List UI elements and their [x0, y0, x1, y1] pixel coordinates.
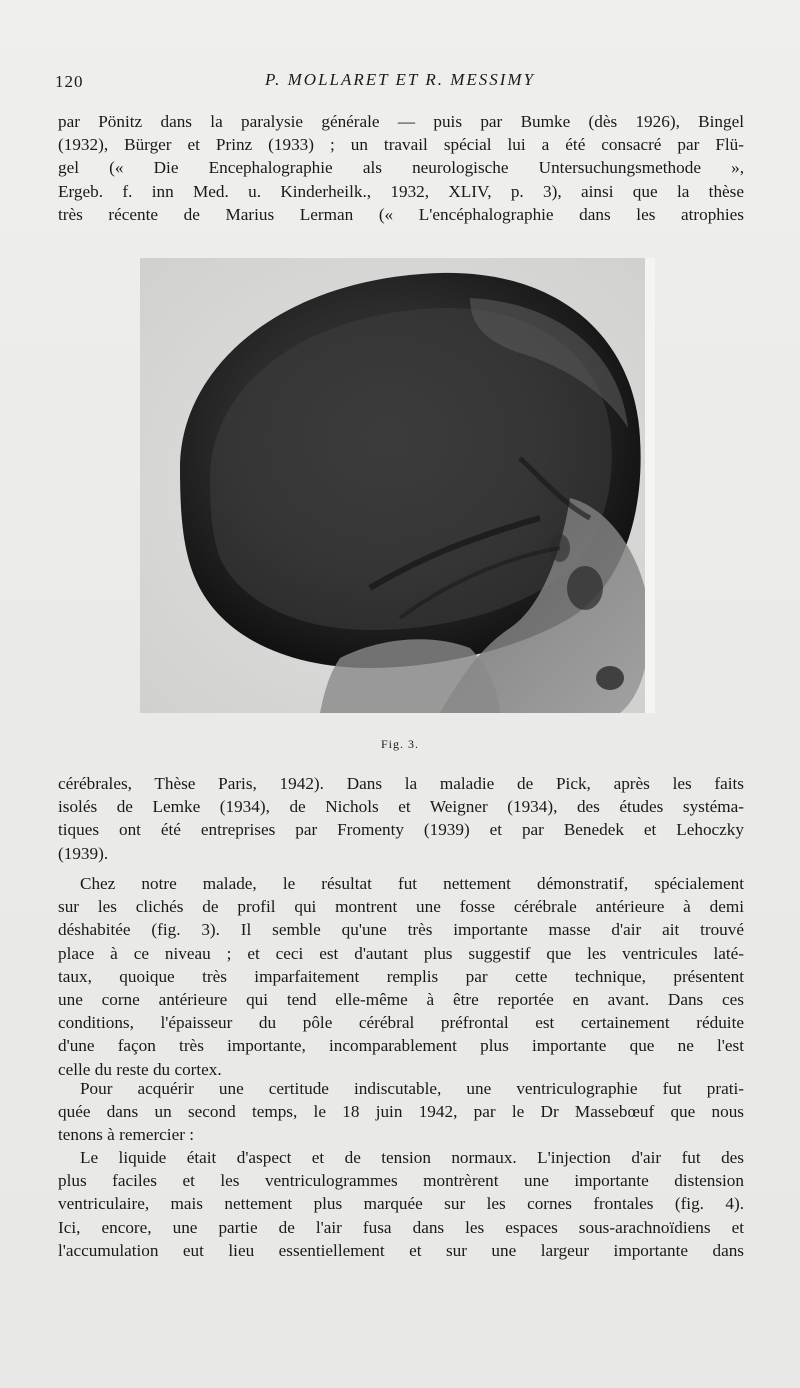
text-line: sur les clichés de profil qui montrent une fosse cérébrale antérieure à demi: [58, 897, 744, 917]
text-line: plus faciles et les ventriculogrammes montrèrent une importante distension: [58, 1171, 744, 1191]
running-head: P. MOLLARET ET R. MESSIMY: [264, 70, 536, 89]
text-line: taux, quoique très imparfaitement remplis par cette technique, présentent: [58, 966, 744, 986]
text-line: ventriculaire, mais nettement plus marquée sur les cornes frontales (fig. 4).: [58, 1194, 744, 1214]
text-line: l'accumulation eut lieu essentiellement et sur une largeur importante dans: [58, 1240, 744, 1260]
paragraph-5: [58, 1146, 744, 1262]
text-line: par Pönitz dans la paralysie générale — puis par Bumke (dès 1926), Bingel: [58, 112, 744, 131]
text-line: Ergeb. f. inn Med. u. Kinderheilk., 1932, XLIV, p. 3), ainsi que la thèse: [58, 181, 744, 201]
paragraph-4: [58, 1077, 744, 1147]
text-line: très récente de Marius Lerman (« L'encéphalographie dans les atrophies: [58, 204, 744, 224]
text-line: Le liquide était d'aspect et de tension normaux. L'injection d'air fut des: [80, 1148, 744, 1167]
text-line: place à ce niveau ; et ceci est d'autant plus suggestif que les ventricules laté-: [58, 943, 744, 963]
text-line: Chez notre malade, le résultat fut nettement démonstratif, spécialement: [80, 874, 744, 893]
text-line: quée dans un second temps, le 18 juin 1942, par le Dr Massebœuf que nous: [58, 1102, 744, 1122]
text-line: tenons à remercier :: [58, 1125, 194, 1145]
paragraph-1: [58, 110, 744, 226]
xray-figure: [140, 258, 655, 713]
text-line: (1939).: [58, 843, 109, 863]
text-line: d'une façon très importante, incomparablement plus importante que ne l'est: [58, 1036, 744, 1056]
text-line: (1932), Bürger et Prinz (1933) ; un travail spécial lui a été consacré par Flü-: [58, 135, 744, 155]
text-line: Ici, encore, une partie de l'air fusa dans les espaces sous-arachnoïdiens et: [58, 1217, 744, 1237]
text-line: cérébrales, Thèse Paris, 1942). Dans la maladie de Pick, après les faits: [58, 774, 744, 793]
paragraph-2: [58, 772, 744, 865]
text-line: déshabitée (fig. 3). Il semble qu'une très importante masse d'air ait trouvé: [58, 920, 744, 940]
page-number: 120: [55, 72, 84, 91]
text-line: celle du reste du cortex.: [58, 1059, 222, 1079]
text-line: conditions, l'épaisseur du pôle cérébral préfrontal est certainement réduite: [58, 1013, 744, 1033]
text-line: isolés de Lemke (1934), de Nichols et Weigner (1934), des études systéma-: [58, 797, 744, 817]
text-line: une corne antérieure qui tend elle-même à être reportée en avant. Dans ces: [58, 990, 744, 1010]
text-line: Pour acquérir une certitude indiscutable, une ventriculographie fut prati-: [80, 1079, 744, 1098]
page-header: [55, 70, 745, 96]
paragraph-3: [58, 872, 744, 1081]
text-line: tiques ont été entreprises par Fromenty (1939) et par Benedek et Lehoczky: [58, 820, 744, 840]
figure-caption: Fig. 3.: [380, 737, 419, 751]
text-line: gel (« Die Encephalographie als neurologische Untersuchungsmethode »,: [58, 158, 744, 178]
skull-xray-image: [140, 258, 655, 713]
